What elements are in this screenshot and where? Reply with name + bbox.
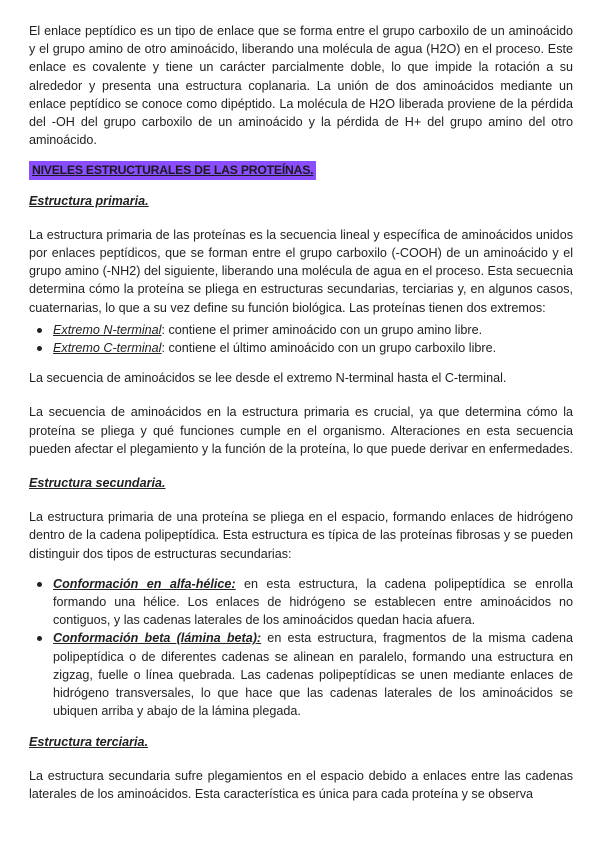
- list-item-text: en esta estructura, la cadena polipeptídica se enrolla formando una hélice. Los enlaces de hidrógeno se establecen entre aminoácidos no contiguos, y las cadenas laterales de los aminoácidos quedan hacia afuera.: [53, 576, 573, 628]
- list-item: [53, 629, 573, 720]
- secundaria-paragraph-1: La estructura primaria de una proteína se pliega en el espacio, formando enlaces de hidrógeno dentro de la cadena polipeptídica. Esta estructura es típica de las proteínas fibrosas y se pueden distinguir dos tipos de estructuras secundarias:: [29, 510, 573, 561]
- intro-paragraph: El enlace peptídico es un tipo de enlace que se forma entre el grupo carboxilo de un aminoácido y el grupo amino de otro aminoácido, liberando una molécula de agua (H2O) en el proceso. Este enlace es covalente y tiene un carácter parcialmente doble, lo que impide la rotación a su alrededor y presenta una estructura coplanaria. La unión de dos aminoácidos mediante un enlace peptídico se conoce como dipéptido. La molécula de H2O liberada proviene de la pérdida del -OH del grupo carboxilo de un aminoácido y la pérdida de H+ del grupo amino del otro aminoácido.: [29, 24, 573, 148]
- list-item-term: Extremo N-terminal: [53, 322, 162, 337]
- section-title: NIVELES ESTRUCTURALES DE LAS PROTEÍNAS.: [29, 161, 316, 179]
- list-item-text: en esta estructura, fragmentos de la misma cadena polipeptídica o de diferentes cadenas se alinean en paralelo, formando una estructura en zigzag, fuelle o línea quebrada. Las cadenas polipeptídicas se unen mediante enlaces de hidrógeno transversales, lo que hace que las cadenas laterales de los aminoácidos se ubiquen arriba y abajo de la lámina plegada.: [53, 631, 573, 719]
- list-item: [53, 321, 573, 339]
- document-page: [29, 22, 573, 803]
- heading-terciaria: Estructura terciaria.: [29, 734, 148, 749]
- primaria-paragraph-2: La secuencia de aminoácidos se lee desde el extremo N-terminal hasta el C-terminal.: [29, 371, 507, 386]
- terciaria-paragraph-1: La estructura secundaria sufre plegamientos en el espacio debido a enlaces entre las cadenas laterales de los aminoácidos. Esta característica es única para cada proteína y se observa: [29, 768, 573, 801]
- list-item-term: Conformación en alfa-hélice:: [53, 576, 236, 591]
- secundaria-list: [29, 575, 573, 721]
- list-item-text: : contiene el último aminoácido con un grupo carboxilo libre.: [161, 341, 497, 356]
- list-item-term: Extremo C-terminal: [53, 341, 162, 356]
- list-item: [53, 575, 573, 630]
- list-item-term: Conformación beta (lámina beta):: [53, 631, 262, 646]
- primaria-paragraph-1: La estructura primaria de las proteínas es la secuencia lineal y específica de aminoácidos unidos por enlaces peptídicos, que se forman entre el grupo carboxilo (-COOH) de un aminoácido y el grupo amino (-NH2) del siguiente, liberando una molécula de agua en el proceso. Esta secuecnia determina cómo la proteína se pliega en estructuras secundarias, terciarias y, en algunos casos, cuaternarias, lo que a su vez define su función biológica. Las proteínas tienen dos extremos:: [29, 227, 573, 315]
- list-item-text: : contiene el primer aminoácido con un grupo amino libre.: [161, 322, 483, 337]
- list-item: [53, 339, 573, 357]
- primaria-list: [29, 321, 573, 357]
- primaria-paragraph-3: La secuencia de aminoácidos en la estructura primaria es crucial, ya que determina cómo la proteína se pliega y qué funciones cumple en el organismo. Alteraciones en esta secuencia pueden afectar el plegamiento y la función de la proteína, lo que puede derivar en enfermedades.: [29, 405, 574, 456]
- heading-secundaria: Estructura secundaria.: [29, 476, 166, 491]
- heading-primaria: Estructura primaria.: [29, 193, 149, 208]
